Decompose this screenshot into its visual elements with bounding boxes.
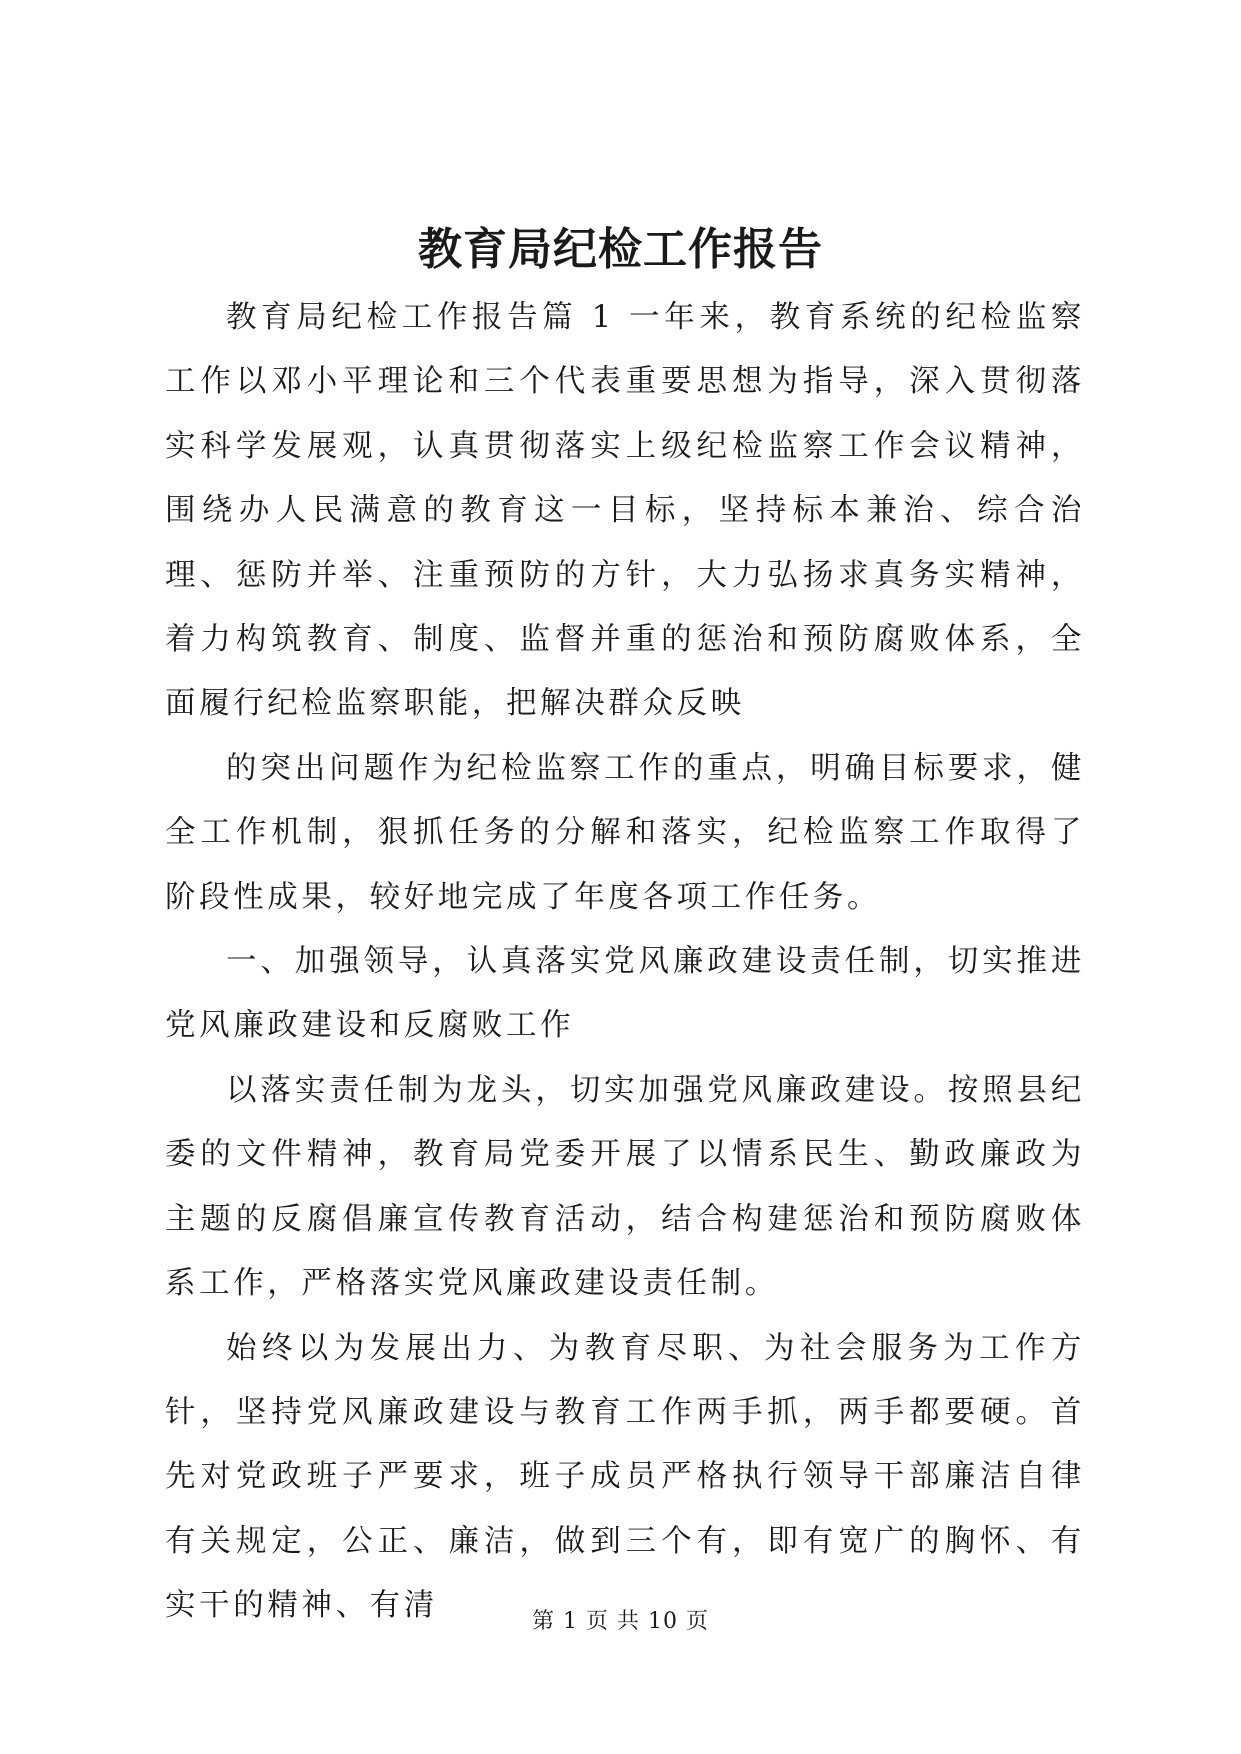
document-title: 教育局纪检工作报告	[418, 224, 823, 275]
paragraph-3: 以落实责任制为龙头，切实加强党风廉政建设。按照县纪委的文件精神，教育局党委开展了以情系民生、勤政廉政为主题的反腐倡廉宣传教育活动，结合构建惩治和预防腐败体系工作，严格落实党风廉政建设责任制。	[165, 1072, 1085, 1302]
page-footer: 第 1 页 共 10 页	[532, 1609, 709, 1634]
section-heading-1: 一、加强领导，认真落实党风廉政建设责任制，切实推进党风廉政建设和反腐败工作	[165, 944, 1085, 1044]
paragraph-1: 教育局纪检工作报告篇 1 一年来，教育系统的纪检监察工作以邓小平理论和三个代表重要思想为指导，深入贯彻落实科学发展观，认真贯彻落实上级纪检监察工作会议精神，围绕办人民满意的教育这一目标，坚持标本兼治、综合治理、惩防并举、注重预防的方针，大力弘扬求真务实精神，着力构筑教育、制度、监督并重的惩治和预防腐败体系，全面履行纪检监察职能，把解决群众反映	[165, 300, 1085, 722]
paragraph-4: 始终以为发展出力、为教育尽职、为社会服务为工作方针，坚持党风廉政建设与教育工作两手抓，两手都要硬。首先对党政班子严要求，班子成员严格执行领导干部廉洁自律有关规定，公正、廉洁，做到三个有，即有宽广的胸怀、有实干的精神、有清	[165, 1330, 1085, 1624]
paragraph-2: 的突出问题作为纪检监察工作的重点，明确目标要求，健全工作机制，狠抓任务的分解和落实，纪检监察工作取得了阶段性成果，较好地完成了年度各项工作任务。	[165, 750, 1085, 915]
document-body	[165, 286, 1085, 1639]
